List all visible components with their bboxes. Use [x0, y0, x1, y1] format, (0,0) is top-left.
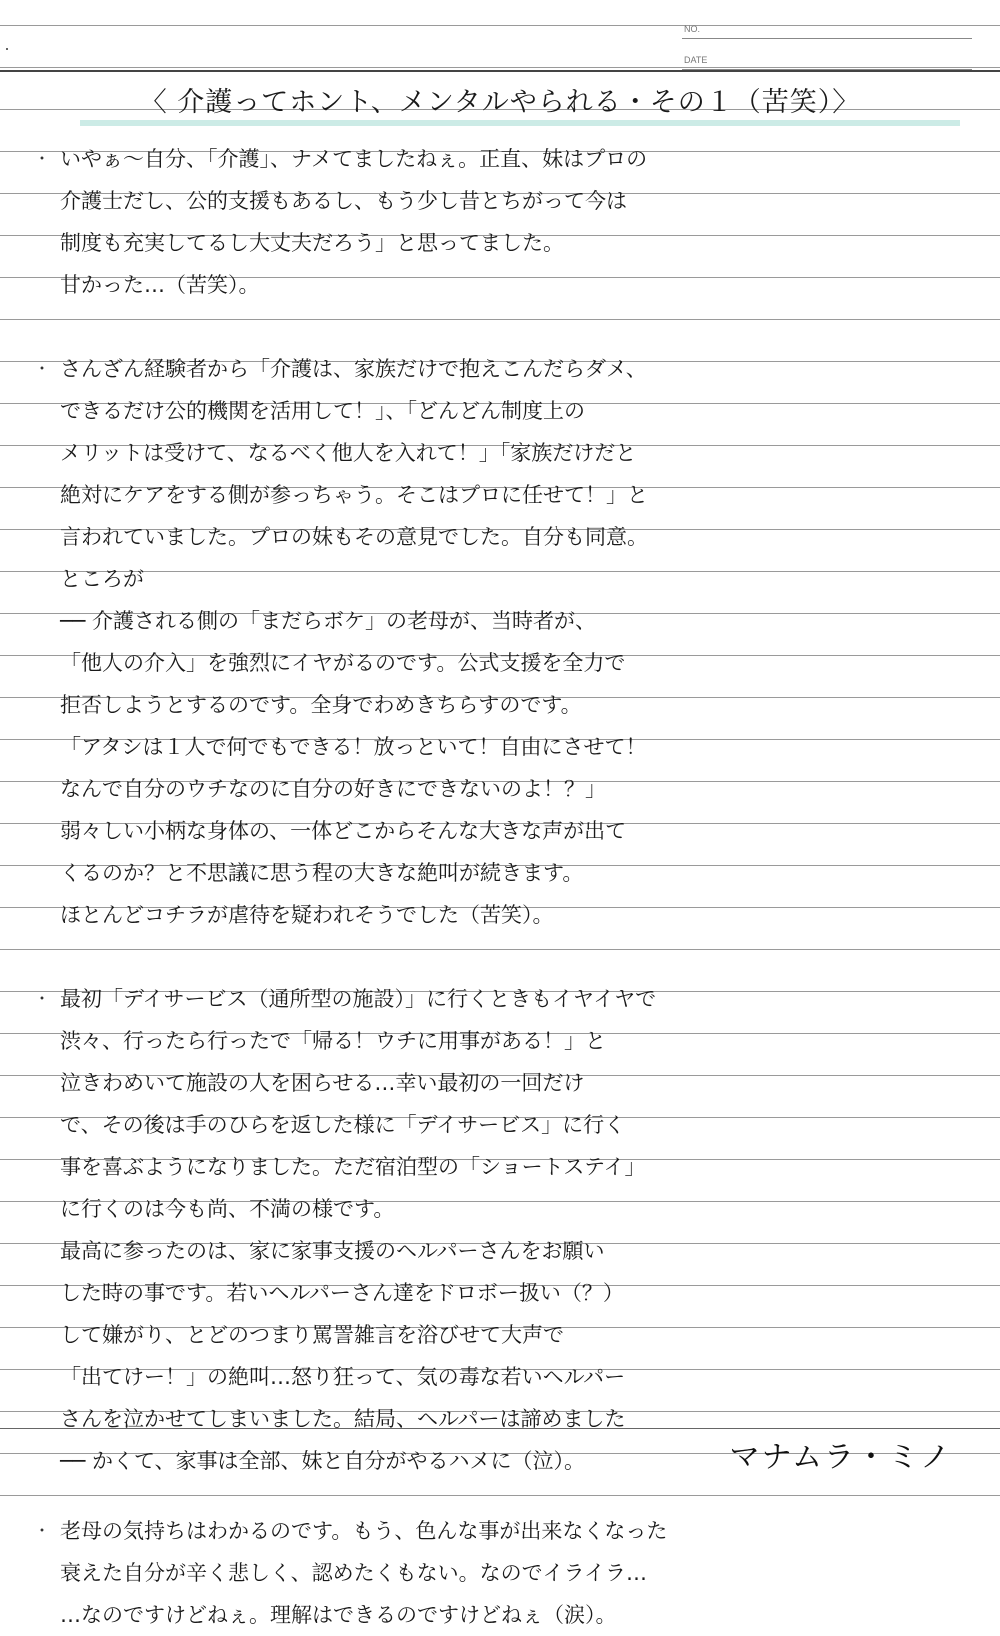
handwritten-body	[30, 138, 980, 1636]
punch-dot	[6, 48, 8, 50]
text-line: 「出てけー！」の絶叫…怒り狂って、気の毒な若いヘルパー	[60, 1365, 626, 1389]
text-line: で、その後は手のひらを返した様に「デイサービス」に行く	[60, 1113, 626, 1137]
text-line: 拒否しようとするのです。全身でわめきちらすのです。	[60, 693, 582, 717]
text-line: さんを泣かせてしまいました。結局、ヘルパーは諦めました	[60, 1407, 626, 1431]
text-line: に行くのは今も尚、不満の様です。	[60, 1197, 395, 1221]
text-line: さんざん経験者から「介護は、家族だけで抱えこんだらダメ、	[60, 357, 647, 381]
text-line: ほとんどコチラが虐待を疑われそうでした（苦笑）。	[60, 903, 554, 927]
top-rule	[0, 70, 1000, 72]
bullet-mark: ・	[34, 359, 51, 378]
text-line: 制度も充実してるし大丈夫だろう」と思ってました。	[60, 231, 564, 255]
text-line: 衰えた自分が辛く悲しく、認めたくもない。なのでイライラ…	[60, 1561, 647, 1585]
page-title: 〈 介護ってホント、メンタルやられる・その１（苦笑）〉	[139, 87, 861, 118]
paragraph-3	[30, 978, 980, 1482]
text-line: 介護士だし、公的支援もあるし、もう少し昔とちがって今は	[60, 189, 627, 213]
text-line: 言われていました。プロの妹もその意見でした。自分も同意。	[60, 525, 648, 549]
text-line: 「他人の介入」を強烈にイヤがるのです。公式支援を全力で	[60, 651, 626, 675]
header-fields	[682, 8, 972, 70]
paragraph-4	[30, 1510, 980, 1636]
text-line: …なのですけどねぇ。理解はできるのですけどねぇ（涙）。	[60, 1603, 617, 1627]
bullet-mark: ・	[34, 1521, 51, 1540]
text-line: して嫌がり、とどのつまり罵詈雑言を浴びせて大声で	[60, 1323, 564, 1347]
no-field	[682, 8, 972, 39]
date-label: DATE	[684, 55, 708, 65]
text-line: ── 介護される側の「まだらボケ」の老母が、当時者が、	[60, 609, 596, 633]
paragraph-1	[30, 138, 980, 306]
no-label: NO.	[684, 24, 701, 34]
text-line: 泣きわめいて施設の人を困らせる…幸い最初の一回だけ	[60, 1071, 585, 1095]
text-line: できるだけ公的機関を活用して！」、「どんどん制度上の	[60, 399, 585, 423]
text-line: 渋々、行ったら行ったで「帰る！ウチに用事がある！」と	[60, 1029, 606, 1053]
bottom-rule	[0, 1428, 1000, 1429]
text-line: メリットは受けて、なるべく他人を入れて！」「家族だけだと	[60, 441, 637, 465]
text-line: 最高に参ったのは、家に家事支援のヘルパーさんをお願い	[60, 1239, 605, 1263]
paragraph-2	[30, 348, 980, 936]
bullet-mark: ・	[34, 989, 51, 1008]
text-line: くるのか？と不思議に思う程の大きな絶叫が続きます。	[60, 861, 584, 885]
text-line: なんで自分のウチなのに自分の好きにできないのよ！？」	[60, 777, 606, 801]
text-line: した時の事です。若いヘルパーさん達をドロボー扱い（？）	[60, 1281, 624, 1305]
date-field	[682, 39, 972, 70]
text-line: 弱々しい小柄な身体の、一体どこからそんな大きな声が出て	[60, 819, 627, 843]
text-line: 最初「デイサービス（通所型の施設）」に行くときもイヤイヤで	[60, 987, 657, 1011]
text-line: 甘かった…（苦笑）。	[60, 273, 260, 297]
text-line: 事を喜ぶようになりました。ただ宿泊型の「ショートステイ」	[60, 1155, 646, 1179]
author-signature: マナムラ・ミノ	[729, 1441, 952, 1474]
bullet-mark: ・	[34, 149, 51, 168]
text-line: いやぁ〜自分、「介護」、ナメてましたねぇ。正直、妹はプロの	[60, 147, 648, 171]
text-line: 絶対にケアをする側が参っちゃう。そこはプロに任せて！」と	[60, 483, 648, 507]
text-line: 老母の気持ちはわかるのです。もう、色んな事が出来なくなった	[60, 1519, 668, 1543]
text-line: 「アタシは１人で何でもできる！放っといて！自由にさせて！	[60, 735, 647, 759]
text-line: ところが	[60, 567, 144, 591]
text-line: ── かくて、家事は全部、妹と自分がやるハメに（泣）。	[60, 1449, 586, 1473]
